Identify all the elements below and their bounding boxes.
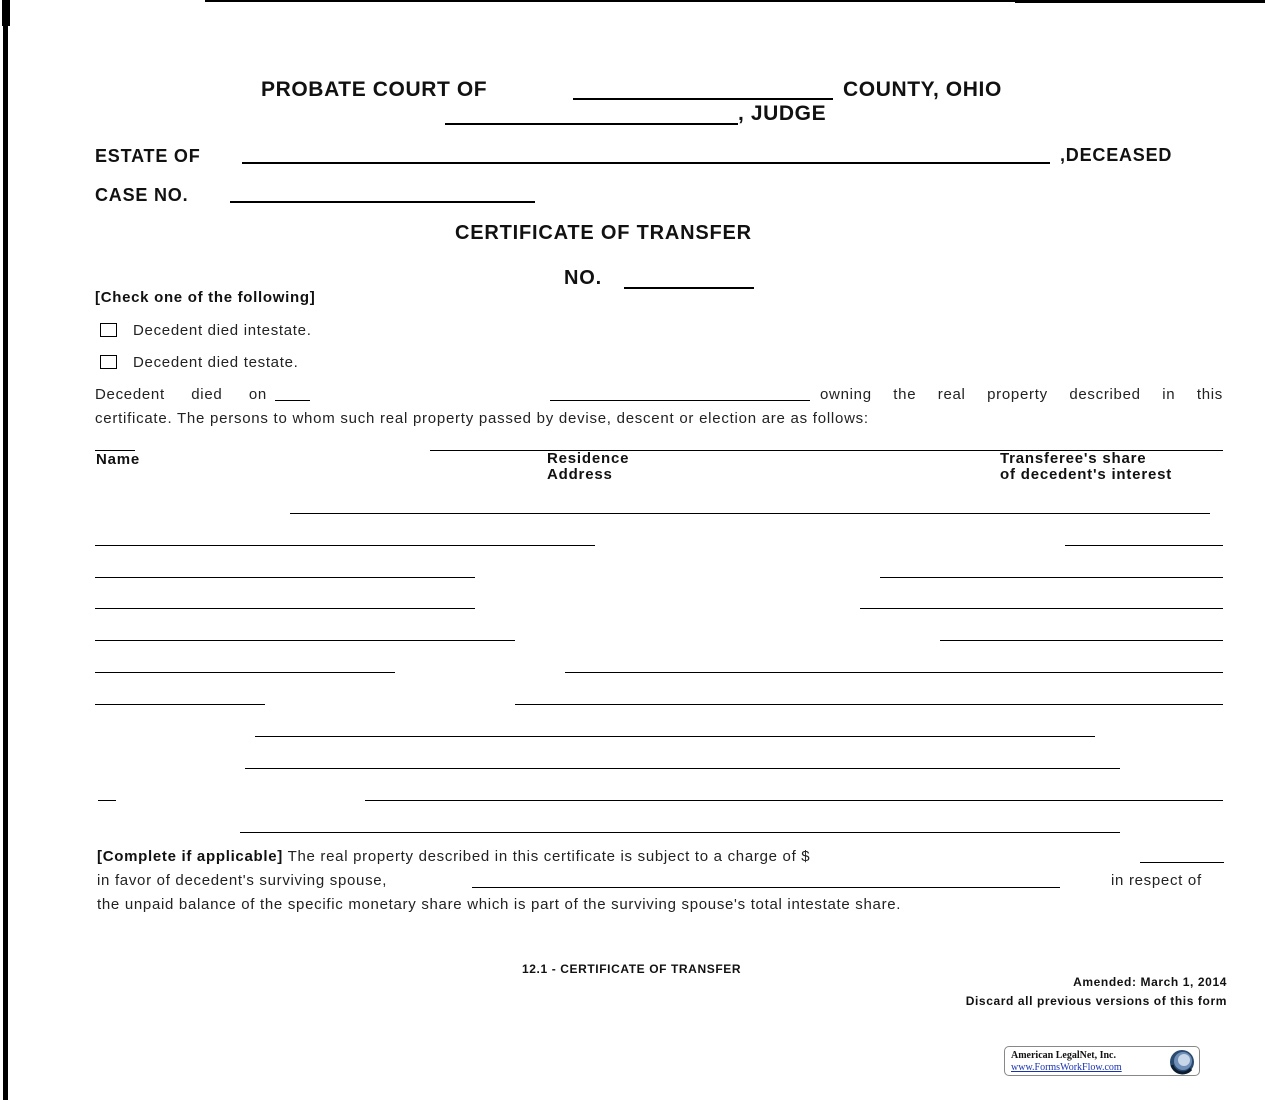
table-row-4-name[interactable] xyxy=(95,608,475,609)
table-row-3-share[interactable] xyxy=(880,577,1223,578)
word-decedent: Decedent xyxy=(95,386,165,403)
check-instruction: [Check one of the following] xyxy=(95,289,316,306)
table-row-8[interactable] xyxy=(255,736,1095,737)
table-row-7-share[interactable] xyxy=(515,704,1223,705)
judge-name-field[interactable] xyxy=(445,123,738,125)
testate-checkbox[interactable] xyxy=(100,355,117,369)
judge-suffix: , JUDGE xyxy=(738,102,827,125)
column-header-address: Residence Address xyxy=(547,450,630,483)
persons-paragraph: certificate. The persons to whom such real property passed by devise, descent or election are as follows: xyxy=(95,410,869,427)
word-on: on xyxy=(248,386,267,403)
death-date-field-a[interactable] xyxy=(275,400,310,401)
court-suffix: COUNTY, OHIO xyxy=(843,78,1002,101)
charge-amount-field[interactable] xyxy=(1140,862,1224,863)
globe-icon xyxy=(1169,1049,1195,1075)
logo-company-name: American LegalNet, Inc. xyxy=(1011,1050,1116,1061)
table-row-4-share[interactable] xyxy=(860,608,1223,609)
table-row-2-name[interactable] xyxy=(95,545,595,546)
scan-left-edge xyxy=(3,0,8,1100)
court-prefix: PROBATE COURT OF xyxy=(261,78,488,101)
column-header-share: Transferee's share of decedent's interest xyxy=(1000,450,1173,483)
discard-notice: Discard all previous versions of this form xyxy=(965,994,1227,1008)
table-row-5-share[interactable] xyxy=(940,640,1223,641)
logo-url-link[interactable]: www.FormsWorkFlow.com xyxy=(1011,1062,1122,1073)
table-row-9[interactable] xyxy=(245,768,1120,769)
word-died: died xyxy=(191,386,223,403)
deceased-suffix: ,DECEASED xyxy=(1060,145,1173,165)
estate-name-field[interactable] xyxy=(242,162,1050,164)
case-no-field[interactable] xyxy=(230,201,535,203)
table-row-11[interactable] xyxy=(240,832,1120,833)
case-no-label: CASE NO. xyxy=(95,185,189,205)
table-row-6-share[interactable] xyxy=(565,672,1223,673)
complete-if-applicable-label: [Complete if applicable] xyxy=(97,848,283,865)
charge-line-1 xyxy=(97,848,810,865)
table-row-6-name[interactable] xyxy=(95,672,395,673)
amended-date: Amended: March 1, 2014 xyxy=(1073,975,1227,989)
intestate-checkbox[interactable] xyxy=(100,323,117,337)
column-header-name: Name xyxy=(96,451,141,468)
certificate-no-field[interactable] xyxy=(624,287,754,289)
in-respect-of-text: in respect of xyxy=(1111,872,1202,889)
table-row-3-name[interactable] xyxy=(95,577,475,578)
charge-text: The real property described in this certificate is subject to a charge of $ xyxy=(287,848,811,865)
spouse-name-field[interactable] xyxy=(472,887,1060,888)
table-row-5-name[interactable] xyxy=(95,640,515,641)
surviving-spouse-text: in favor of decedent's surviving spouse, xyxy=(97,872,388,889)
county-field[interactable] xyxy=(573,98,833,100)
form-code: 12.1 - CERTIFICATE OF TRANSFER xyxy=(522,962,742,976)
testate-label: Decedent died testate. xyxy=(133,354,299,371)
died-on-text xyxy=(95,386,267,403)
death-date-field[interactable] xyxy=(550,400,810,401)
form-title: CERTIFICATE OF TRANSFER xyxy=(455,222,752,244)
scan-top-rule-right xyxy=(1015,0,1265,3)
certificate-no-label: NO. xyxy=(564,267,602,289)
table-row-2-share[interactable] xyxy=(1065,545,1223,546)
owning-text: owning the real property described in this xyxy=(820,386,1223,403)
table-row-1[interactable] xyxy=(290,513,1210,514)
intestate-label: Decedent died intestate. xyxy=(133,322,312,339)
american-legalnet-logo[interactable] xyxy=(1004,1046,1200,1076)
unpaid-balance-text: the unpaid balance of the specific monetary share which is part of the surviving spouse's total intestate share. xyxy=(97,896,902,913)
table-row-10-name[interactable] xyxy=(98,800,116,801)
scan-left-edge-top xyxy=(2,0,10,26)
table-row-10[interactable] xyxy=(365,800,1223,801)
estate-label: ESTATE OF xyxy=(95,146,201,166)
table-row-7-name[interactable] xyxy=(95,704,265,705)
